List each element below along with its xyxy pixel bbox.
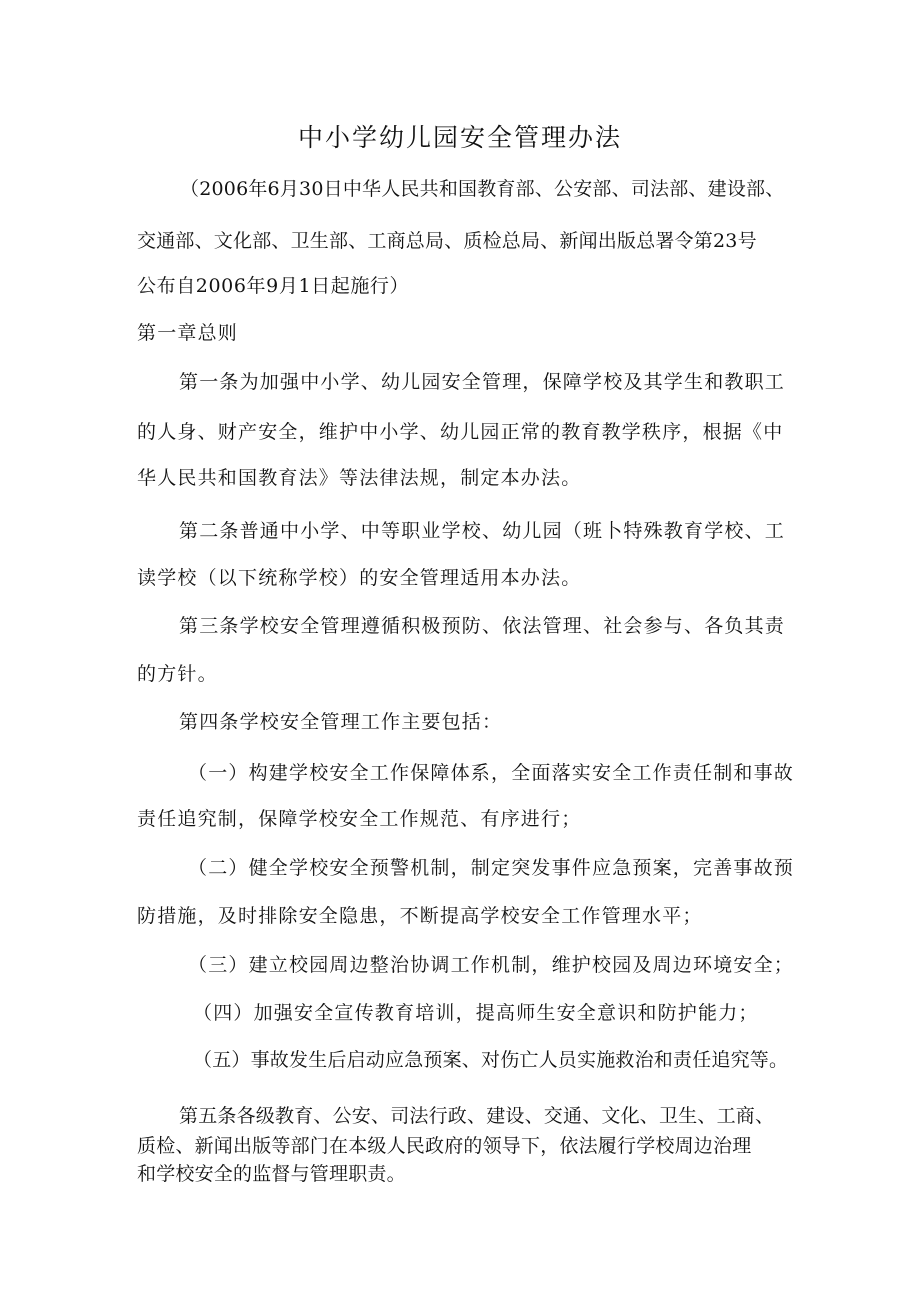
- article-1-line-3: 华人民共和国教育法》等法律法规，制定本办法。: [137, 467, 582, 489]
- article-4-item-5: （五）事故发生后启动应急预案、对伤亡人员实施救治和责任追究等。: [193, 1049, 789, 1071]
- article-1-line-2: 的人身、财产安全，维护中小学、幼儿园正常的教育教学秩序，根据《中: [137, 421, 784, 443]
- article-5-line-2: 质检、新闻出版等部门在本级人民政府的领导下，依法履行学校周边治理: [137, 1135, 752, 1157]
- article-3-line-2: 的方针。: [137, 663, 218, 685]
- preamble-line-2: 交通部、文化部、卫生部、工商总局、质检总局、新闻出版总署令第23号: [137, 230, 757, 252]
- article-4-item-2-line-2: 防措施，及时排除安全隐患，不断提高学校安全工作管理水平；: [137, 905, 703, 927]
- article-5-line-3: 和学校安全的监督与管理职责。: [137, 1163, 406, 1185]
- article-4-item-1-line-1: （一）构建学校安全工作保障体系，全面落实安全工作责任制和事故: [188, 762, 795, 784]
- preamble-line-1: （2006年6月30日中华人民共和国教育部、公安部、司法部、建设部、: [180, 178, 785, 200]
- article-3-line-1: 第三条学校安全管理遵循积极预防、依法管理、社会参与、各负其责: [179, 615, 786, 637]
- article-2-line-1: 第二条普通中小学、中等职业学校、幼儿园（班卜特殊教育学校、工: [179, 520, 786, 542]
- article-2-line-2: 读学校（以下统称学校）的安全管理适用本办法。: [137, 567, 582, 589]
- article-4-item-1-line-2: 责任追究制，保障学校安全工作规范、有序进行；: [137, 808, 582, 830]
- preamble-line-3: 公布自2006年9月1日起施行）: [137, 275, 410, 297]
- chapter-heading: 第一章总则: [137, 322, 239, 344]
- article-4-heading: 第四条学校安全管理工作主要包括：: [179, 711, 503, 733]
- article-5-line-1: 第五条各级教育、公安、司法行政、建设、交通、文化、卫生、工商、: [179, 1105, 775, 1127]
- document-title: 中小学幼儿园安全管理办法: [297, 123, 622, 152]
- article-4-item-2-line-1: （二）健全学校安全预警机制，制定突发事件应急预案，完善事故预: [188, 857, 795, 879]
- article-4-item-4: （四）加强安全宣传教育培训，提高师生安全意识和防护能力；: [193, 1002, 759, 1024]
- article-4-item-3: （三）建立校园周边整治协调工作机制，维护校园及周边环境安全；: [188, 954, 795, 976]
- article-1-line-1: 第一条为加强中小学、幼儿园安全管理，保障学校及其学生和教职工: [179, 371, 786, 393]
